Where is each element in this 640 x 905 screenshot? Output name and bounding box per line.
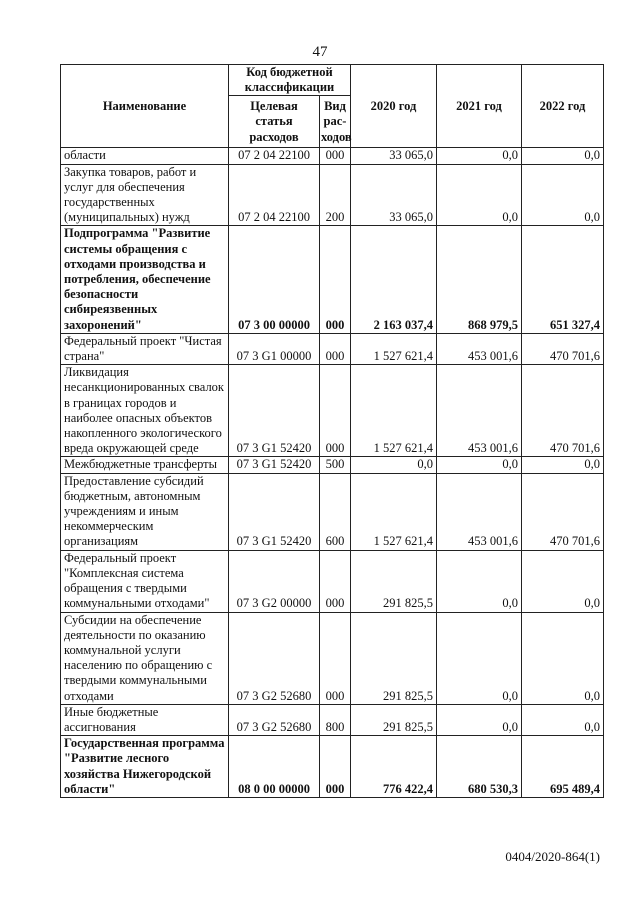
cell-2022: 651 327,4 <box>522 226 604 333</box>
cell-name: области <box>61 148 229 164</box>
cell-target-article: 07 3 G1 52420 <box>229 365 320 457</box>
cell-target-article: 07 3 G2 00000 <box>229 550 320 612</box>
cell-target-article: 07 3 G1 52420 <box>229 473 320 550</box>
cell-name: Предоставление субсидий бюджетным, автономным учреждениям и иным некоммерческим организациям <box>61 473 229 550</box>
cell-expense-type: 200 <box>320 164 351 226</box>
table-row <box>61 164 604 226</box>
cell-2022: 0,0 <box>522 457 604 473</box>
table-row <box>61 736 604 798</box>
cell-2021: 0,0 <box>437 550 522 612</box>
cell-2020: 0,0 <box>351 457 437 473</box>
cell-name: Подпрограмма "Развитие системы обращения с отходами производства и потребления, обеспечение безопасности сибиреязвенных захоронений" <box>61 226 229 333</box>
cell-2022: 470 701,6 <box>522 365 604 457</box>
header-2020: 2020 год <box>351 65 437 148</box>
cell-2021: 0,0 <box>437 457 522 473</box>
table-body <box>61 148 604 798</box>
cell-2020: 291 825,5 <box>351 612 437 704</box>
cell-2020: 2 163 037,4 <box>351 226 437 333</box>
table-row <box>61 612 604 704</box>
cell-expense-type: 000 <box>320 333 351 364</box>
cell-2020: 33 065,0 <box>351 164 437 226</box>
cell-expense-type: 000 <box>320 226 351 333</box>
table-row <box>61 365 604 457</box>
header-target-article: Целевая статья расходов <box>229 96 320 148</box>
cell-target-article: 07 3 G1 52420 <box>229 457 320 473</box>
table-row <box>61 226 604 333</box>
cell-2022: 0,0 <box>522 550 604 612</box>
cell-2021: 453 001,6 <box>437 333 522 364</box>
cell-2020: 291 825,5 <box>351 704 437 735</box>
cell-name: Ликвидация несанкционированных свалок в границах городов и наиболее опасных объектов накопленного экологического вреда окружающей среде <box>61 365 229 457</box>
cell-name: Федеральный проект "Комплексная система обращения с твердыми коммунальными отходами" <box>61 550 229 612</box>
table-row <box>61 148 604 164</box>
cell-name: Федеральный проект "Чистая страна" <box>61 333 229 364</box>
table-row <box>61 704 604 735</box>
cell-2021: 0,0 <box>437 612 522 704</box>
cell-name: Государственная программа "Развитие лесного хозяйства Нижегородской области" <box>61 736 229 798</box>
cell-2020: 1 527 621,4 <box>351 473 437 550</box>
cell-2022: 0,0 <box>522 148 604 164</box>
cell-target-article: 07 3 G1 00000 <box>229 333 320 364</box>
cell-target-article: 07 2 04 22100 <box>229 148 320 164</box>
cell-expense-type: 500 <box>320 457 351 473</box>
cell-2021: 0,0 <box>437 704 522 735</box>
table-row <box>61 333 604 364</box>
cell-target-article: 07 3 00 00000 <box>229 226 320 333</box>
cell-target-article: 08 0 00 00000 <box>229 736 320 798</box>
cell-expense-type: 000 <box>320 365 351 457</box>
cell-2020: 776 422,4 <box>351 736 437 798</box>
cell-name: Иные бюджетные ассигнования <box>61 704 229 735</box>
cell-2021: 0,0 <box>437 148 522 164</box>
document-code: 0404/2020-864(1) <box>505 849 600 864</box>
page-number: 47 <box>312 44 328 60</box>
header-classification: Код бюджетной классификации <box>229 65 351 96</box>
cell-2021: 0,0 <box>437 164 522 226</box>
budget-table <box>60 64 604 798</box>
cell-target-article: 07 3 G2 52680 <box>229 612 320 704</box>
cell-expense-type: 000 <box>320 612 351 704</box>
cell-2022: 695 489,4 <box>522 736 604 798</box>
table-header <box>61 65 604 148</box>
table-row <box>61 550 604 612</box>
cell-2021: 868 979,5 <box>437 226 522 333</box>
header-expense-type: Вид рас-ходов <box>320 96 351 148</box>
cell-2022: 0,0 <box>522 704 604 735</box>
cell-2021: 453 001,6 <box>437 473 522 550</box>
cell-2022: 470 701,6 <box>522 333 604 364</box>
cell-expense-type: 800 <box>320 704 351 735</box>
cell-2020: 1 527 621,4 <box>351 365 437 457</box>
cell-name: Межбюджетные трансферты <box>61 457 229 473</box>
cell-2022: 0,0 <box>522 164 604 226</box>
cell-2020: 291 825,5 <box>351 550 437 612</box>
table-row <box>61 473 604 550</box>
cell-expense-type: 000 <box>320 148 351 164</box>
cell-2022: 470 701,6 <box>522 473 604 550</box>
cell-expense-type: 000 <box>320 550 351 612</box>
cell-2021: 453 001,6 <box>437 365 522 457</box>
cell-2020: 33 065,0 <box>351 148 437 164</box>
cell-2022: 0,0 <box>522 612 604 704</box>
cell-2020: 1 527 621,4 <box>351 333 437 364</box>
header-name: Наименование <box>61 65 229 148</box>
cell-name: Субсидии на обеспечение деятельности по оказанию коммунальной услуги населению по обращению с твердыми коммунальными отходами <box>61 612 229 704</box>
cell-name: Закупка товаров, работ и услуг для обеспечения государственных (муниципальных) нужд <box>61 164 229 226</box>
header-2021: 2021 год <box>437 65 522 148</box>
cell-expense-type: 000 <box>320 736 351 798</box>
cell-expense-type: 600 <box>320 473 351 550</box>
header-2022: 2022 год <box>522 65 604 148</box>
cell-target-article: 07 2 04 22100 <box>229 164 320 226</box>
cell-target-article: 07 3 G2 52680 <box>229 704 320 735</box>
table-row <box>61 457 604 473</box>
cell-2021: 680 530,3 <box>437 736 522 798</box>
